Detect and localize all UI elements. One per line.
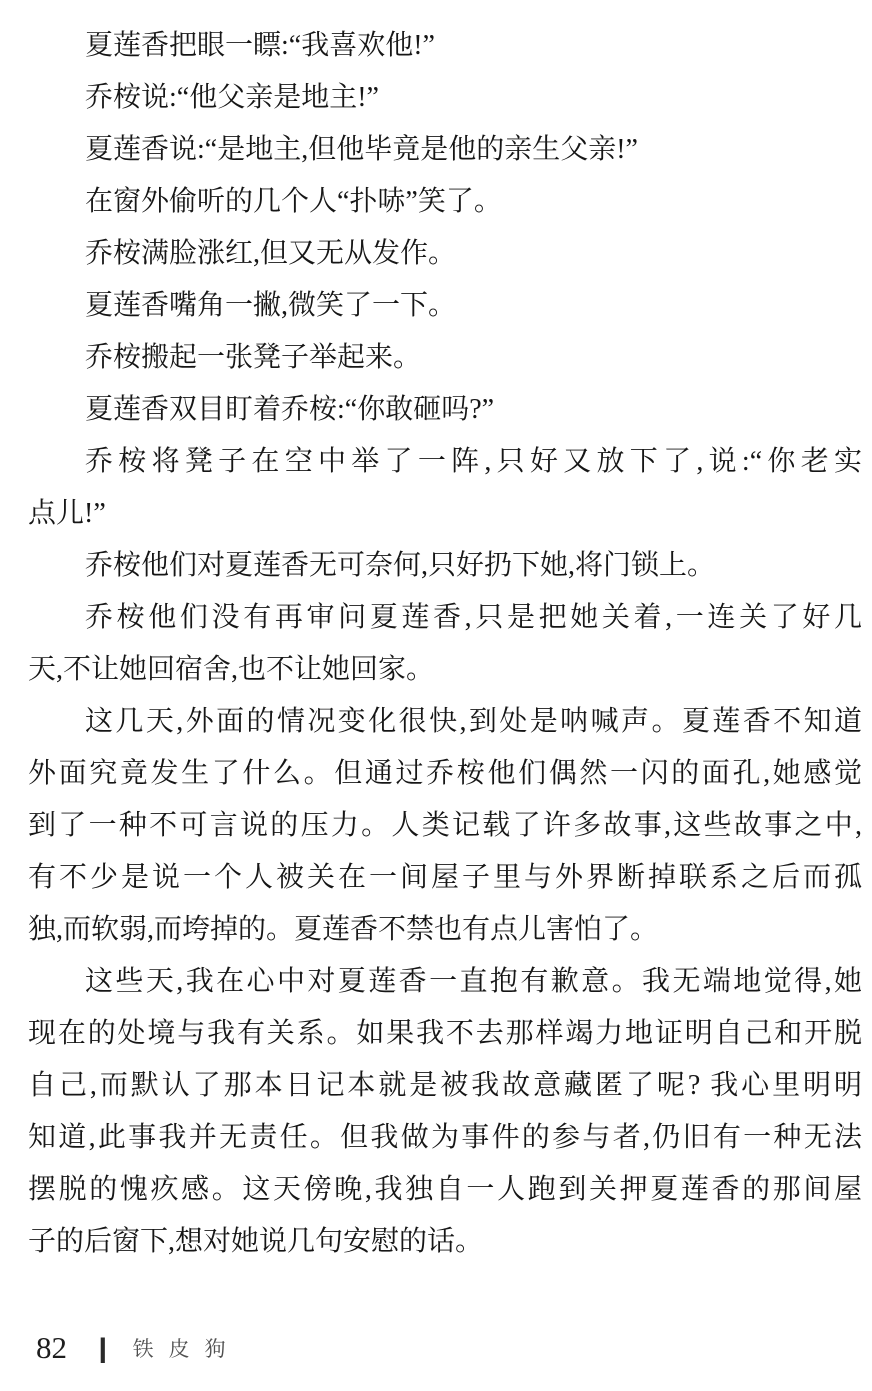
text-line: 乔桉满脸涨红,但又无从发作。 bbox=[85, 238, 457, 269]
page-footer bbox=[36, 1326, 241, 1370]
book-title: 铁皮狗 bbox=[132, 1338, 241, 1361]
text-line: 独,而软弱,而垮掉的。夏莲香不禁也有点儿害怕了。 bbox=[28, 914, 659, 945]
text-line: 子的后窗下,想对她说几句安慰的话。 bbox=[28, 1226, 484, 1257]
text-line: 外面究竟发生了什么。但通过乔桉他们偶然一闪的面孔,她感觉 bbox=[28, 758, 862, 789]
text-line: 知道,此事我并无责任。但我做为事件的参与者,仍旧有一种无法 bbox=[28, 1122, 862, 1153]
text-line: 乔桉他们没有再审问夏莲香,只是把她关着,一连关了好几 bbox=[85, 602, 862, 633]
text-line: 乔桉他们对夏莲香无可奈何,只好扔下她,将门锁上。 bbox=[85, 550, 716, 581]
text-body bbox=[28, 20, 862, 1268]
text-line: 乔桉将凳子在空中举了一阵,只好又放下了,说:“你老实 bbox=[85, 446, 862, 477]
text-line: 摆脱的愧疚感。这天傍晚,我独自一人跑到关押夏莲香的那间屋 bbox=[28, 1174, 862, 1205]
text-line: 乔桉搬起一张凳子举起来。 bbox=[85, 342, 422, 373]
text-line: 乔桉说:“他父亲是地主!” bbox=[85, 82, 379, 113]
text-line: 有不少是说一个人被关在一间屋子里与外界断掉联系之后而孤 bbox=[28, 862, 862, 893]
text-line: 这几天,外面的情况变化很快,到处是呐喊声。夏莲香不知道 bbox=[85, 706, 862, 737]
text-line: 夏莲香嘴角一撇,微笑了一下。 bbox=[85, 290, 457, 321]
text-line: 夏莲香说:“是地主,但他毕竟是他的亲生父亲!” bbox=[85, 134, 638, 165]
text-line: 天,不让她回宿舍,也不让她回家。 bbox=[28, 654, 435, 685]
text-line: 在窗外偷听的几个人“扑哧”笑了。 bbox=[85, 186, 502, 217]
footer-divider-icon: | bbox=[98, 1332, 108, 1363]
text-line: 夏莲香双目盯着乔桉:“你敢砸吗?” bbox=[85, 394, 495, 425]
page-number: 82 bbox=[36, 1330, 67, 1365]
text-line: 点儿!” bbox=[28, 498, 106, 529]
text-line: 到了一种不可言说的压力。人类记载了许多故事,这些故事之中, bbox=[28, 810, 862, 841]
text-line: 现在的处境与我有关系。如果我不去那样竭力地证明自己和开脱 bbox=[28, 1018, 862, 1049]
text-line: 自己,而默认了那本日记本就是被我故意藏匿了呢? 我心里明明 bbox=[28, 1070, 862, 1101]
text-line: 这些天,我在心中对夏莲香一直抱有歉意。我无端地觉得,她 bbox=[85, 966, 862, 997]
text-line: 夏莲香把眼一瞟:“我喜欢他!” bbox=[85, 30, 435, 61]
